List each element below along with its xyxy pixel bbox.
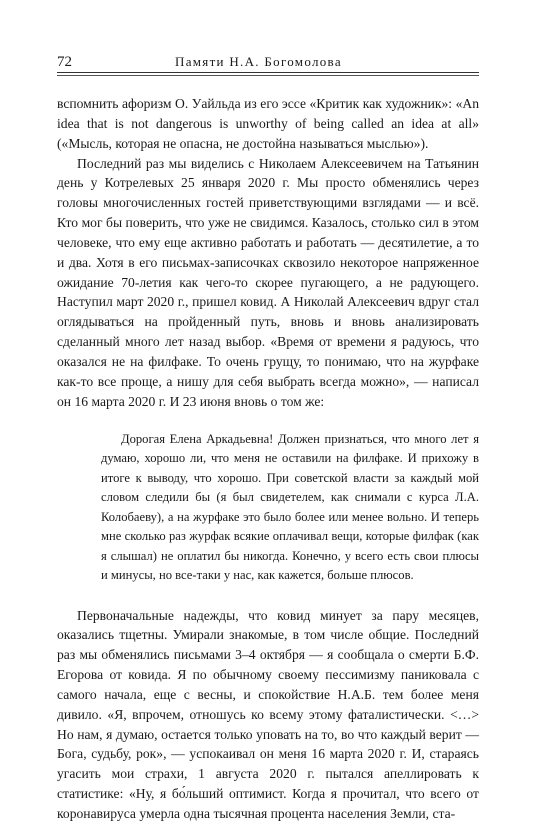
page-header [57, 53, 479, 73]
body-text [57, 94, 479, 824]
paragraph-2: Последний раз мы виделись с Николаем Алексеевичем на Татьянин день у Котрелевых 25 января 2020 г. Мы просто обменялись через головы многочисленных гостей приветствующими взглядами — и всё. Кто мог бы поверить, что уже не свидимся. Казалось, столько сил в этом человеке, что ему еще активно работать и работать — десятилетие, а то и два. Хотя в его письмах-записочках сквозило некоторое напряженное ожидание 70-летия как чего-то скорее пугающего, а не радующего. Наступил март 2020 г., пришел ковид. А Николай Алексеевич вдруг стал оглядываться на пройденный путь, вновь и вновь анализировать сделанный много лет назад выбор. «Время от времени я радуюсь, что оказался не на филфаке. То очень грущу, то понимаю, что на журфаке как-то все проще, а нишу для себя выбрать всегда можно», — написал он 16 марта 2020 г. И 23 июня вновь о том же: [57, 155, 479, 409]
page-number: 72 [57, 54, 72, 70]
paragraph-3: Первоначальные надежды, что ковид минует за пару месяцев, оказались тщетны. Умирали знакомые, в том числе общие. Последний раз мы обменялись письмами 3–4 октября — я сообщала о смерти Б.Ф. Егорова от ковида. Я по обычному своему пессимизму паниковала с самого начала, еще с весны, и спокойствие Н.А.Б. тем более меня дивило. «Я, впрочем, отношусь ко всему этому фаталистически. <…> Но нам, я думаю, остается только уповать на то, во что каждый верит — Бога, судьбу, рок», — успокаивал он меня 16 марта 2020 г. И, стараясь угасить мои страхи, 1 августа 2020 г. пытался апеллировать к статистике: «Ну, я бо́льший оптимист. Когда я прочитал, что всего от коронавируса умерла одна тысячная процента населения Земли, ста- [57, 607, 479, 821]
header-rule-bottom [57, 75, 479, 76]
running-title: Памяти Н.А. Богомолова [175, 54, 342, 69]
block-quote: Дорогая Елена Аркадьевна! Должен признаться, что много лет я думаю, хорошо ли, что меня не оставили на филфаке. И прихожу в итоге к выводу, что хорошо. При советской власти за каждый мой словом следили бы (я был свидетелем, как снимали с курса Л.А. Колобаеву), а на журфаке это было более или менее вольно. И теперь мне сколько раз журфак всякие оплачивал вещи, которые филфак (как я слышал) не оплатил бы никогда. Конечно, у всего есть свои плюсы и минусы, но все-таки у нас, как кажется, больше плюсов. [101, 431, 479, 582]
header-rule-top [57, 72, 479, 73]
paragraph-1: вспомнить афоризм О. Уайльда из его эссе «Критик как художник»: «An idea that is not dangerous is unworthy of being called an idea at all» («Мысль, которая не опасна, не достойна называться мыслью»). [57, 96, 479, 151]
